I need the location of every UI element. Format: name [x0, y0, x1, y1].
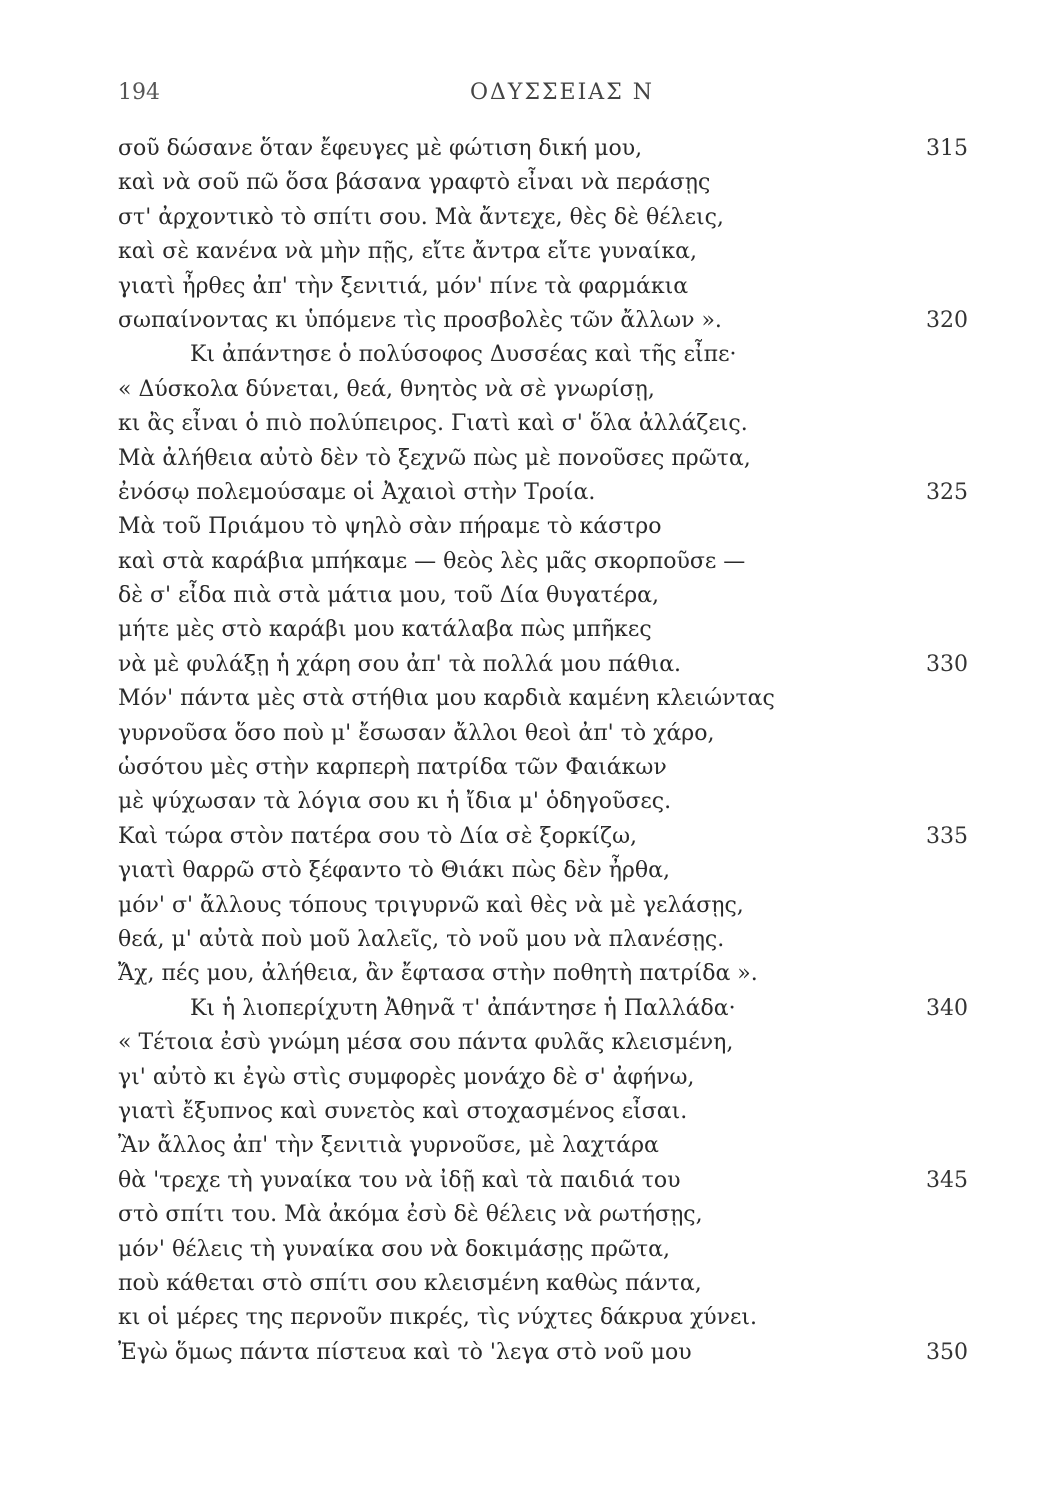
verse-line: [118, 1301, 968, 1335]
verse-line: [118, 1129, 968, 1163]
verse-text: Ἂν ἄλλος ἀπ' τὴν ξενιτιὰ γυρνοῦσε, μὲ λαχτάρα: [118, 1133, 659, 1159]
verse-text: Ἄχ, πές μου, ἀλήθεια, ἂν ἔφτασα στὴν ποθητὴ πατρίδα ».: [118, 961, 758, 987]
verse-text: κι οἱ μέρες της περνοῦν πικρές, τὶς νύχτες δάκρυα χύνει.: [118, 1305, 758, 1331]
verse-number: 335: [926, 823, 968, 849]
verse-line: [118, 166, 968, 200]
verse-text: μόν' σ' ἄλλους τόπους τριγυρνῶ καὶ θὲς νὰ μὲ γελάσῃς,: [118, 892, 744, 918]
verse-text: « Δύσκολα δύνεται, θεά, θνητὸς νὰ σὲ γνωρίσῃ,: [118, 376, 655, 402]
verse-text: στ' ἀρχοντικὸ τὸ σπίτι σου. Μὰ ἄντεχε, θὲς δὲ θέλεις,: [118, 204, 724, 230]
verse-text: « Τέτοια ἐσὺ γνώμη μέσα σου πάντα φυλᾶς κλεισμένη,: [118, 1030, 734, 1056]
verse-line: [118, 270, 968, 304]
verse-text: σωπαίνοντας κι ὑπόμενε τὶς προσβολὲς τῶν ἄλλων ».: [118, 307, 722, 333]
verse-number: 325: [926, 479, 968, 505]
verse-text: Κι ἀπάντησε ὁ πολύσοφος Δυσσέας καὶ τῆς εἶπε·: [190, 342, 737, 368]
verse-line: [118, 889, 968, 923]
verse-text: Ἐγὼ ὅμως πάντα πίστευα καὶ τὸ 'λεγα στὸ νοῦ μου: [118, 1339, 692, 1365]
verse-text: Μὰ τοῦ Πριάμου τὸ ψηλὸ σὰν πήραμε τὸ κάστρο: [118, 514, 662, 540]
verse-text: κι ἂς εἶναι ὁ πιὸ πολύπειρος. Γιατὶ καὶ σ' ὅλα ἀλλάζεις.: [118, 411, 748, 437]
verse-line: [118, 613, 968, 647]
verse-line: [118, 785, 968, 819]
verse-text: καὶ νὰ σοῦ πῶ ὅσα βάσανα γραφτὸ εἶναι νὰ περάσῃς: [118, 170, 711, 196]
verse-line: [118, 235, 968, 269]
verse-text: Καὶ τώρα στὸν πατέρα σου τὸ Δία σὲ ξορκίζω,: [118, 823, 638, 849]
verse-line: [118, 1267, 968, 1301]
verse-line: [118, 751, 968, 785]
verse-text: στὸ σπίτι του. Μὰ ἀκόμα ἐσὺ δὲ θέλεις νὰ ρωτήσῃς,: [118, 1202, 703, 1228]
verse-text: ὡσότου μὲς στὴν καρπερὴ πατρίδα τῶν Φαιάκων: [118, 755, 667, 781]
verse-line: [118, 442, 968, 476]
verse-line: [118, 717, 968, 751]
verse-line: [118, 201, 968, 235]
verse-text: νὰ μὲ φυλάξῃ ἡ χάρη σου ἀπ' τὰ πολλά μου πάθια.: [118, 651, 682, 677]
verse-line: [118, 957, 968, 991]
verse-line: [118, 854, 968, 888]
verse-text: ποὺ κάθεται στὸ σπίτι σου κλεισμένη καθὼς πάντα,: [118, 1270, 702, 1296]
verse-text: γιατὶ θαρρῶ στὸ ξέφαντο τὸ Θιάκι πὼς δὲν ἦρθα,: [118, 858, 670, 884]
verse-text: ἐνόσῳ πολεμούσαμε οἱ Ἀχαιοὶ στὴν Τροία.: [118, 479, 596, 505]
verse-number: 345: [926, 1167, 968, 1193]
verse-line: [118, 1198, 968, 1232]
verse-line: [118, 1095, 968, 1129]
verse-line: [118, 992, 968, 1026]
verse-text: θὰ 'τρεχε τὴ γυναίκα του νὰ ἰδῇ καὶ τὰ παιδιά του: [118, 1167, 681, 1193]
verse-number: 320: [926, 307, 968, 333]
verse-line: [118, 373, 968, 407]
verse-line: [118, 510, 968, 544]
verse-text: Μὰ ἀλήθεια αὐτὸ δὲν τὸ ξεχνῶ πὼς μὲ πονοῦσες πρῶτα,: [118, 445, 751, 471]
verse-text: Μόν' πάντα μὲς στὰ στήθια μου καρδιὰ καμένη κλειώντας: [118, 686, 775, 712]
verse-line: [118, 1233, 968, 1267]
verse-line: [118, 476, 968, 510]
verse-text: δὲ σ' εἶδα πιὰ στὰ μάτια μου, τοῦ Δία θυγατέρα,: [118, 583, 660, 609]
verse-line: [118, 1026, 968, 1060]
verse-line: [118, 407, 968, 441]
verse-line: [118, 132, 968, 166]
verse-line: [118, 1061, 968, 1095]
verse-number: 330: [926, 651, 968, 677]
verse-number: 340: [926, 995, 968, 1021]
poem-text: [118, 132, 968, 1370]
verse-number: 350: [926, 1339, 968, 1365]
verse-line: [118, 1164, 968, 1198]
verse-line: [118, 682, 968, 716]
verse-text: καὶ στὰ καράβια μπήκαμε — θεὸς λὲς μᾶς σκορποῦσε —: [118, 548, 746, 574]
verse-text: καὶ σὲ κανένα νὰ μὴν πῇς, εἴτε ἄντρα εἴτε γυναίκα,: [118, 239, 697, 265]
verse-text: γιατὶ ἦρθες ἀπ' τὴν ξενιτιά, μόν' πίνε τὰ φαρμάκια: [118, 273, 689, 299]
verse-text: μόν' θέλεις τὴ γυναίκα σου νὰ δοκιμάσῃς πρῶτα,: [118, 1236, 670, 1262]
page-number: 194: [118, 80, 160, 105]
verse-text: σοῦ δώσανε ὅταν ἔφευγες μὲ φώτιση δική μου,: [118, 136, 643, 161]
verse-text: μὲ ψύχωσαν τὰ λόγια σου κι ἡ ἴδια μ' ὁδηγοῦσες.: [118, 789, 672, 815]
verse-text: γυρνοῦσα ὅσο ποὺ μ' ἔσωσαν ἄλλοι θεοὶ ἀπ' τὸ χάρο,: [118, 720, 715, 746]
verse-line: [118, 545, 968, 579]
running-title: ΟΔΥΣΣΕΙΑΣ Ν: [470, 80, 654, 105]
verse-text: Κι ἡ λιοπερίχυτη Ἀθηνᾶ τ' ἀπάντησε ἡ Παλλάδα·: [190, 995, 736, 1021]
verse-line: [118, 579, 968, 613]
verse-text: θεά, μ' αὐτὰ ποὺ μοῦ λαλεῖς, τὸ νοῦ μου νὰ πλανέσῃς.: [118, 926, 725, 952]
verse-line: [118, 923, 968, 957]
verse-number: 315: [926, 136, 968, 161]
verse-text: γιατὶ ἔξυπνος καὶ συνετὸς καὶ στοχασμένος εἶσαι.: [118, 1098, 688, 1124]
verse-text: γι' αὐτὸ κι ἐγὼ στὶς συμφορὲς μονάχο δὲ σ' ἀφήνω,: [118, 1064, 695, 1090]
verse-line: [118, 338, 968, 372]
verse-line: [118, 304, 968, 338]
verse-line: [118, 648, 968, 682]
verse-text: μήτε μὲς στὸ καράβι μου κατάλαβα πὼς μπῆκες: [118, 617, 652, 643]
verse-line: [118, 1336, 968, 1370]
verse-line: [118, 820, 968, 854]
